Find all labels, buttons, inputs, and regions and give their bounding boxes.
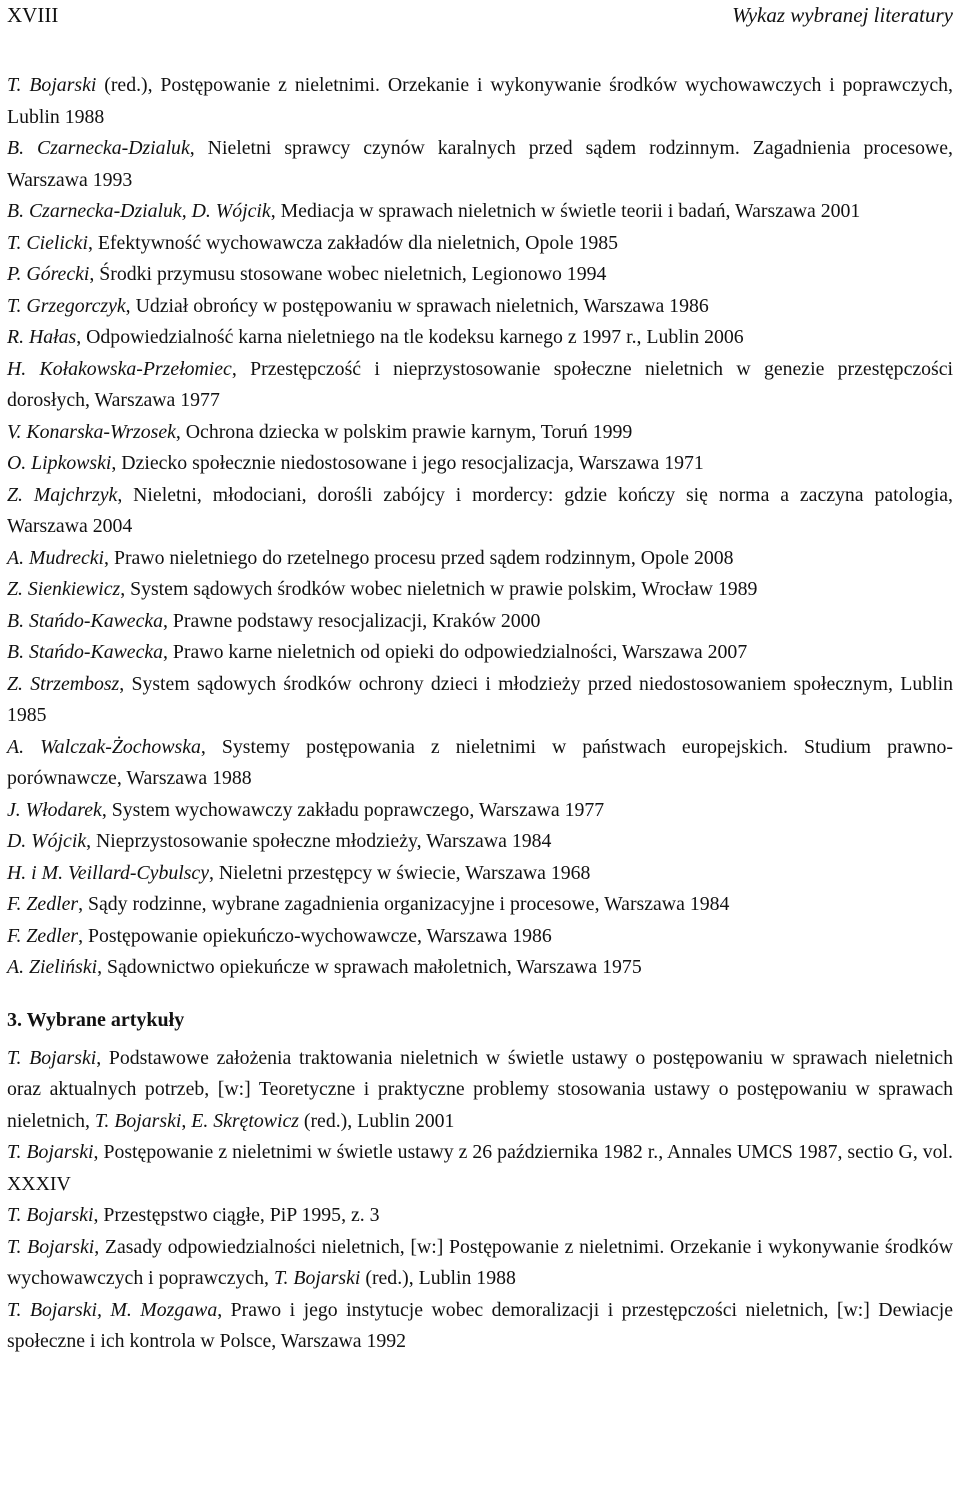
entry-title: , Mediacja w sprawach nieletnich w świetle teorii i badań, Warszawa 2001 — [270, 200, 861, 222]
entry-title: , Nieprzystosowanie społeczne młodzieży, Warszawa 1984 — [86, 830, 552, 852]
entry-author: H. i M. Veillard-Cybulscy — [7, 861, 209, 884]
bibliography-entry — [7, 921, 953, 953]
entry-author: J. Włodarek — [7, 798, 102, 821]
entry-author: A. Zieliński — [7, 956, 98, 978]
bibliography-entry — [7, 543, 953, 575]
entry-title: , Prawo nieletniego do rzetelnego procesu przed sądem rodzinnym, Opole 2008 — [104, 546, 734, 569]
bibliography-entry — [7, 732, 953, 795]
entry-title: , Nieletni przestępcy w świecie, Warszawa 1968 — [208, 861, 591, 884]
entry-title: , Prawo karne nieletnich od opieki do odpowiedzialności, Warszawa 2007 — [163, 641, 748, 663]
bibliography-entry — [7, 637, 953, 669]
entry-author: Z. Strzembosz — [7, 672, 120, 695]
entry-author: V. Konarska-Wrzosek — [7, 420, 176, 443]
entry-author: P. Górecki — [7, 263, 90, 285]
entry-title: , Sądy rodzinne, wybrane zagadnienia organizacyjne i procesowe, Warszawa 1984 — [78, 893, 730, 915]
entry-author: F. Zedler — [7, 924, 79, 947]
article-entry — [7, 1295, 953, 1358]
article-entry — [7, 1200, 953, 1232]
entry-author: Z. Sienkiewicz — [7, 578, 121, 600]
entry-text: , Zasady odpowiedzialności nieletnich, [w:] Postępowanie z nieletnimi. Orzekanie i wykonywanie środków wychowawczych i poprawczych, — [7, 1235, 953, 1289]
entry-author: E. Skrętowicz — [191, 1109, 299, 1132]
entry-title: , Postępowanie opiekuńczo-wychowawcze, Warszawa 1986 — [78, 924, 552, 947]
article-list — [7, 1043, 953, 1358]
entry-text: , Podstawowe założenia traktowania nieletnich w świetle ustawy o postępowaniu w sprawach nieletnich oraz aktualnych potrzeb, [w:] Teoretyczne i praktyczne problemy stosowania ustawy o postępowaniu w sprawach nieletnich, — [7, 1046, 953, 1132]
entry-author: H. Kołakowska-Przełomiec — [7, 357, 232, 380]
entry-author: T. Bojarski — [273, 1267, 361, 1289]
running-title: Wykaz wybranej literatury — [732, 3, 953, 27]
bibliography-entry — [7, 574, 953, 606]
entry-title: , Efektywność wychowawcza zakładów dla nieletnich, Opole 1985 — [87, 231, 619, 254]
bibliography-entry — [7, 826, 953, 858]
entry-text: (red.), Lublin 2001 — [298, 1109, 455, 1132]
entry-author: O. Lipkowski — [7, 452, 112, 474]
entry-author: T. Bojarski — [7, 74, 97, 96]
entry-author: Z. Majchrzyk — [7, 483, 118, 506]
page-number: XVIII — [7, 3, 59, 27]
bibliography-entry — [7, 354, 953, 417]
bibliography-entry — [7, 448, 953, 480]
entry-title: , Systemy postępowania z nieletnimi w państwach europejskich. Studium prawno-porównawcze, Warszawa 1988 — [7, 735, 953, 789]
entry-text: , — [181, 1109, 192, 1132]
bibliography-entry — [7, 480, 953, 543]
entry-text: (red.), Lublin 1988 — [360, 1267, 516, 1289]
entry-title: , Dziecko społecznie niedostosowane i jego resocjalizacja, Warszawa 1971 — [111, 452, 704, 474]
entry-author: T. Bojarski — [94, 1109, 182, 1132]
section-heading: 3. Wybrane artykuły — [7, 1008, 185, 1031]
entry-title: , Nieletni, młodociani, dorośli zabójcy i mordercy: gdzie kończy się norma a zaczyna patologia, Warszawa 2004 — [7, 483, 953, 537]
entry-author: B. Stańdo-Kawecka — [7, 641, 164, 663]
bibliography-entry — [7, 669, 953, 732]
entry-author: T. Bojarski — [7, 1141, 94, 1163]
entry-title: , Odpowiedzialność karna nieletniego na tle kodeksu karnego z 1997 r., Lublin 2006 — [76, 326, 744, 348]
entry-text: , Postępowanie z nieletnimi w świetle ustawy z 26 października 1982 r., Annales UMCS 1987, sectio G, vol. XXXIV — [7, 1141, 953, 1195]
article-entry — [7, 1137, 953, 1200]
entry-title: , Nieletni sprawcy czynów karalnych przed sądem rodzinnym. Zagadnienia procesowe, Warszawa 1993 — [7, 137, 953, 191]
entry-title: , System sądowych środków ochrony dzieci i młodzieży przed niedostosowaniem społecznym, Lublin 1985 — [7, 672, 953, 726]
entry-title: , Przestępczość i nieprzystosowanie społeczne nieletnich w genezie przestępczości dorosłych, Warszawa 1977 — [7, 357, 953, 411]
entry-text: , Prawo i jego instytucje wobec demoralizacji i przestępczości nieletnich, [w:] Dewiacje społeczne i ich kontrola w Polsce, Warszawa 1992 — [7, 1298, 953, 1352]
entry-author: T. Bojarski — [7, 1204, 94, 1226]
entry-title: , Sądownictwo opiekuńcze w sprawach małoletnich, Warszawa 1975 — [97, 956, 642, 978]
entry-text: , Przestępstwo ciągłe, PiP 1995, z. 3 — [93, 1204, 380, 1226]
article-entry — [7, 1232, 953, 1295]
entry-author: T. Bojarski — [7, 1046, 97, 1069]
entry-title: , Prawne podstawy resocjalizacji, Kraków 2000 — [163, 609, 541, 632]
bibliography-entry — [7, 858, 953, 890]
entry-author: T. Bojarski, M. Mozgawa — [7, 1298, 218, 1321]
article-entry — [7, 1043, 953, 1138]
entry-author: B. Czarnecka-Dzialuk — [7, 137, 190, 159]
bibliography-content — [7, 70, 953, 1358]
bibliography-entry — [7, 196, 953, 228]
entry-author: B. Czarnecka-Dzialuk, D. Wójcik — [7, 200, 271, 222]
bibliography-entry — [7, 417, 953, 449]
running-header — [7, 2, 953, 30]
bibliography-entry — [7, 291, 953, 323]
entry-title: , Ochrona dziecka w polskim prawie karnym, Toruń 1999 — [175, 420, 633, 443]
entry-author: T. Bojarski — [7, 1235, 95, 1258]
entry-title: , Środki przymusu stosowane wobec nieletnich, Legionowo 1994 — [89, 263, 607, 285]
entry-author: B. Stańdo-Kawecka — [7, 609, 164, 632]
entry-author: R. Hałas — [7, 326, 77, 348]
bibliography-entry — [7, 133, 953, 196]
entry-author: F. Zedler — [7, 893, 79, 915]
entry-author: A. Walczak-Żochowska — [7, 735, 201, 758]
bibliography-entry — [7, 606, 953, 638]
entry-title: , System sądowych środków wobec nieletnich w prawie polskim, Wrocław 1989 — [120, 578, 758, 600]
entry-author: A. Mudrecki — [7, 546, 105, 569]
bibliography-entry — [7, 952, 953, 984]
entry-author: T. Grzegorczyk — [7, 294, 126, 317]
bibliography-entry — [7, 795, 953, 827]
bibliography-entry — [7, 322, 953, 354]
bibliography-entry — [7, 889, 953, 921]
bibliography-entry — [7, 259, 953, 291]
entry-title: , System wychowawczy zakładu poprawczego, Warszawa 1977 — [101, 798, 605, 821]
bibliography-entry — [7, 70, 953, 133]
entry-title: , Udział obrońcy w postępowaniu w sprawach nieletnich, Warszawa 1986 — [125, 294, 709, 317]
bibliography-entry — [7, 228, 953, 260]
entry-author: D. Wójcik — [7, 830, 87, 852]
book-list — [7, 70, 953, 984]
entry-title: (red.), Postępowanie z nieletnimi. Orzekanie i wykonywanie środków wychowawczych i poprawczych, Lublin 1988 — [7, 74, 953, 128]
entry-author: T. Cielicki — [7, 231, 88, 254]
